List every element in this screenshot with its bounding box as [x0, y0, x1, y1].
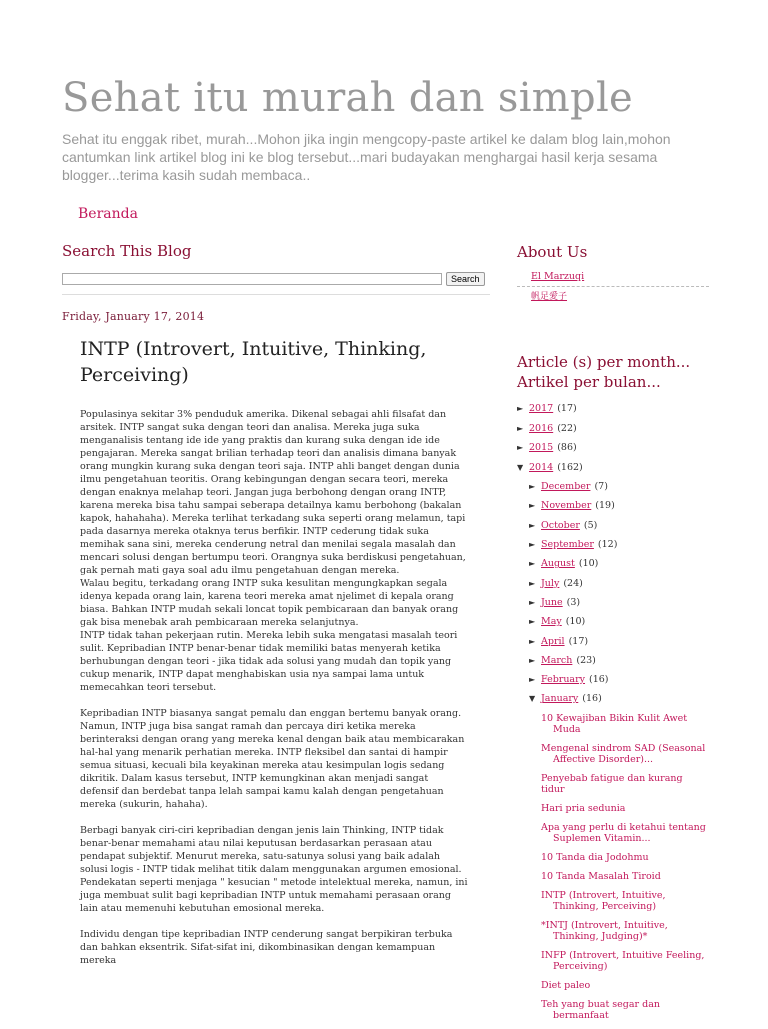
- right-triangle-icon[interactable]: ►: [529, 675, 536, 685]
- archive-month-link[interactable]: July: [541, 577, 560, 589]
- archive-month-item: [517, 516, 709, 535]
- archive-count: (22): [557, 422, 577, 434]
- archive-count: (86): [557, 442, 577, 454]
- archive-year-link[interactable]: 2014: [529, 461, 554, 473]
- archive-year-link[interactable]: 2016: [529, 422, 554, 434]
- search-widget-title: Search This Blog: [62, 242, 192, 260]
- archive-month-link[interactable]: August: [541, 558, 575, 570]
- right-triangle-icon[interactable]: ►: [529, 501, 536, 511]
- post-link-line: Thinking, Perceiving): [553, 900, 657, 912]
- archive-title: Article (s) per month... Artikel per bulan...: [517, 353, 691, 391]
- archive-count: (3): [566, 596, 581, 608]
- post-link-line: Penyebab fatigue dan kurang tidur: [541, 772, 683, 795]
- sidebar: [517, 242, 709, 1029]
- divider: [62, 294, 490, 295]
- archive-month-item: [517, 651, 709, 670]
- about-title: About Us: [517, 243, 588, 261]
- archive-month-item: [517, 689, 709, 708]
- down-triangle-icon[interactable]: ▼: [529, 694, 536, 704]
- archive-month-item: [517, 593, 709, 612]
- about-author-link[interactable]: 帆足愛子: [531, 292, 568, 302]
- right-triangle-icon[interactable]: ►: [529, 520, 536, 530]
- right-triangle-icon[interactable]: ►: [529, 559, 536, 569]
- archive-post-link[interactable]: [541, 890, 709, 912]
- right-triangle-icon[interactable]: ►: [529, 655, 536, 665]
- archive-count: (10): [578, 558, 599, 570]
- post-link-line: Suplemen Vitamin...: [553, 832, 651, 844]
- archive-count: (23): [576, 654, 596, 666]
- right-triangle-icon[interactable]: ►: [529, 578, 536, 588]
- archive-month-link[interactable]: October: [541, 519, 580, 531]
- archive-month-link[interactable]: December: [541, 481, 591, 493]
- post-link-line: INFP (Introvert, Intuitive Feeling,: [541, 949, 705, 961]
- post-date: Friday, January 17, 2014: [62, 310, 205, 323]
- main-column: [62, 242, 490, 323]
- archive-post-link[interactable]: [541, 871, 709, 882]
- down-triangle-icon[interactable]: ▼: [517, 462, 524, 472]
- archive-post-link[interactable]: [541, 713, 709, 735]
- post-link-line: Affective Disorder)...: [553, 753, 654, 765]
- post-paragraph: Berbagi banyak ciri-ciri kepribadian dengan jenis lain Thinking, INTP tidak benar-benar memahami atau nilai keputusan berdasarkan perasaan atau pendapat subjektif. Menurut mereka, satu-satunya solusi yang baik adalah solusi logis - INTP tidak melihat titik dalam menggunakan argumen emosional. Pendekatan seperti menjaga " kesucian " metode intelektual mereka, namun, ini juga membuat sulit bagi kepribadian INTP untuk memahami perasaan orang lain atau memenuhi kebutuhan emosional mereka.: [80, 825, 468, 914]
- archive-post-link[interactable]: [541, 920, 709, 942]
- archive-month-link[interactable]: November: [541, 500, 592, 512]
- archive-list: [517, 399, 709, 1021]
- archive-count: (162): [557, 461, 583, 473]
- archive-month-link[interactable]: September: [541, 539, 594, 551]
- archive-post-link[interactable]: [541, 822, 709, 844]
- right-triangle-icon[interactable]: ►: [517, 443, 524, 453]
- blog-archive: [517, 352, 709, 1021]
- archive-month-link[interactable]: April: [541, 635, 565, 647]
- post-link-line: bermanfaat: [553, 1009, 609, 1021]
- archive-month-item: [517, 631, 709, 650]
- post-link-line: Hari pria sedunia: [541, 802, 626, 814]
- post-paragraph: INTP tidak tahan pekerjaan rutin. Mereka lebih suka mengatasi masalah teori sulit. Kepribadian INTP benar-benar tidak memiliki batas menyerah ketika berhubungan dengan teori - jika tidak ada solusi yang mudah dan topik yang cukup menarik, INTP dapat menghabiskan usia nya sampai lama untuk memecahkan teori tersebut.: [80, 630, 458, 693]
- archive-month-item: [517, 496, 709, 515]
- post-link-line: 10 Tanda Masalah Tiroid: [541, 870, 661, 882]
- right-triangle-icon[interactable]: ►: [517, 423, 524, 433]
- archive-month-item: [517, 670, 709, 689]
- post-paragraph: Kepribadian INTP biasanya sangat pemalu dan enggan bertemu banyak orang. Namun, INTP juga bisa sangat ramah dan percaya diri ketika mereka berinteraksi dengan orang yang mereka kenal dengan baik atau membicarakan hal-hal yang menarik perhatian mereka. INTP fleksibel dan santai di hampir semua situasi, kecuali bila keyakinan mereka atau kesimpulan logis sedang dikritik. Dalam kasus tersebut, INTP kemungkinan akan menjadi sangat defensif dan berdebat tanpa lelah sampai kamu kalah dengan pengetahuan mereka (sukurin, hahaha).: [80, 708, 465, 810]
- post-paragraph: Walau begitu, terkadang orang INTP suka kesulitan mengungkapkan segala idenya kepada orang lain, karena teori mereka amat njelimet di kepala orang biasa. Bahkan INTP mudah sekali loncat topik pembicaraan dan banyak orang gak bisa menebak arah pembicaraan mereka selanjutnya.: [80, 578, 459, 628]
- archive-count: (7): [594, 481, 608, 493]
- post: [80, 336, 468, 980]
- post-link-line: Teh yang buat segar dan: [541, 998, 660, 1010]
- archive-count: (19): [595, 500, 615, 512]
- post-paragraph: Populasinya sekitar 3% penduduk amerika. Dikenal sebagai ahli filsafat dan arsitek. INTP sangat suka dengan teori dan analisa. Mereka juga suka menganalisis tentang ide ide yang praktis dan kurang suka dengan ide ide pengajaran. Mereka sangat brilian terhadap teori dan analisis dimana banyak orang mungkin kurang suka dengan teori saja. INTP ahli banget dengan dunia ilmu pengetahuan teoritis. Orang kebingungan dengan secara teori, mereka dengan enaknya melahap teori. Jangan juga berbohong dengan orang INTP, karena mereka bisa tahu sampai seberapa detailnya kamu berbohong (bakalan kapok, hahahaha). Mereka terlihat terkadang suka seperti orang melamun, tapi pada dasarnya mereka otaknya terus berfikir. INTP cederung tidak suka memihak sana sini, mereka cenderung netral dan menilai segala masalah dan mencari solusi dengan bertumpu teori. Orangnya suka berdiskusi pengetahuan, gak pernah mati gaya soal adu ilmu pengetahuan dengan mereka.: [80, 409, 466, 576]
- archive-year-item: [517, 419, 709, 439]
- archive-year-item: [517, 399, 709, 419]
- blog-description: Sehat itu enggak ribet, murah...Mohon jika ingin mengcopy-paste artikel ke dalam blog lain,mohon cantumkan link artikel blog ini ke blog tersebut...mari budayakan menghargai hasil kerja sesama blogger...terima kasih sudah membaca..: [62, 131, 671, 183]
- post-link-line: Thinking, Judging)*: [553, 930, 648, 942]
- archive-count: (16): [582, 693, 602, 705]
- post-link-line: Mengenal sindrom SAD (Seasonal: [541, 742, 706, 754]
- blog-header: [62, 72, 722, 184]
- right-triangle-icon[interactable]: ►: [529, 597, 536, 607]
- post-link-line: Apa yang perlu di ketahui tentang: [541, 821, 706, 833]
- archive-month-link[interactable]: March: [541, 654, 573, 666]
- divider: [517, 286, 709, 287]
- archive-month-link[interactable]: June: [541, 596, 563, 608]
- archive-year-item: [517, 458, 709, 478]
- right-triangle-icon[interactable]: ►: [529, 540, 536, 550]
- archive-count: (5): [583, 519, 598, 531]
- about-author-link[interactable]: El Marzuqi: [531, 271, 585, 282]
- archive-year-link[interactable]: 2015: [529, 442, 554, 454]
- archive-post-link[interactable]: [541, 999, 709, 1021]
- archive-count: (24): [563, 577, 583, 589]
- post-body: [80, 408, 468, 967]
- archive-month-link[interactable]: February: [541, 674, 586, 686]
- search-button[interactable]: Search: [446, 272, 485, 286]
- nav-home-link[interactable]: Beranda: [78, 206, 138, 222]
- post-link-line: INTP (Introvert, Intuitive,: [541, 889, 666, 901]
- post-link-line: Diet paleo: [541, 979, 591, 991]
- archive-post-link[interactable]: [541, 773, 709, 795]
- archive-year-item: [517, 438, 709, 458]
- archive-count: (17): [568, 635, 589, 647]
- post-link-line: Perceiving): [553, 960, 608, 972]
- archive-count: (12): [597, 539, 618, 551]
- archive-post-link[interactable]: [541, 950, 709, 972]
- archive-post-link[interactable]: [541, 980, 709, 991]
- archive-month-link[interactable]: May: [541, 616, 562, 628]
- search-input[interactable]: [62, 273, 442, 285]
- blog-title[interactable]: Sehat itu murah dan simple: [62, 75, 634, 121]
- post-link-line: 10 Kewajiban Bikin Kulit Awet: [541, 712, 688, 724]
- archive-month-item: [517, 573, 709, 592]
- archive-month-item: [517, 535, 709, 554]
- archive-posts: [517, 713, 709, 1021]
- archive-count: (17): [557, 403, 577, 415]
- archive-month-item: [517, 477, 709, 496]
- archive-post-link[interactable]: [541, 743, 709, 765]
- post-link-line: Muda: [553, 723, 581, 735]
- search-form: [62, 272, 490, 286]
- post-link-line: *INTJ (Introvert, Intuitive,: [541, 919, 668, 931]
- archive-count: (10): [565, 616, 586, 628]
- archive-year-link[interactable]: 2017: [529, 403, 554, 415]
- page-nav: [78, 203, 138, 222]
- archive-month-item: [517, 554, 709, 573]
- post-paragraph: Individu dengan tipe kepribadian INTP cenderung sangat berpikiran terbuka dan bahkan eksentrik. Sifat-sifat ini, dikombinasikan dengan kemampuan mereka: [80, 929, 453, 966]
- right-triangle-icon[interactable]: ►: [517, 404, 524, 414]
- right-triangle-icon[interactable]: ►: [529, 636, 536, 646]
- archive-month-item: [517, 612, 709, 631]
- post-link-line: 10 Tanda dia Jodohmu: [541, 851, 649, 863]
- archive-post-link[interactable]: [541, 803, 709, 814]
- archive-count: (16): [589, 674, 609, 686]
- post-title[interactable]: INTP (Introvert, Intuitive, Thinking, Perceiving): [80, 338, 427, 386]
- archive-post-link[interactable]: [541, 852, 709, 863]
- right-triangle-icon[interactable]: ►: [529, 617, 536, 627]
- archive-month-link[interactable]: January: [541, 693, 579, 705]
- right-triangle-icon[interactable]: ►: [529, 482, 536, 492]
